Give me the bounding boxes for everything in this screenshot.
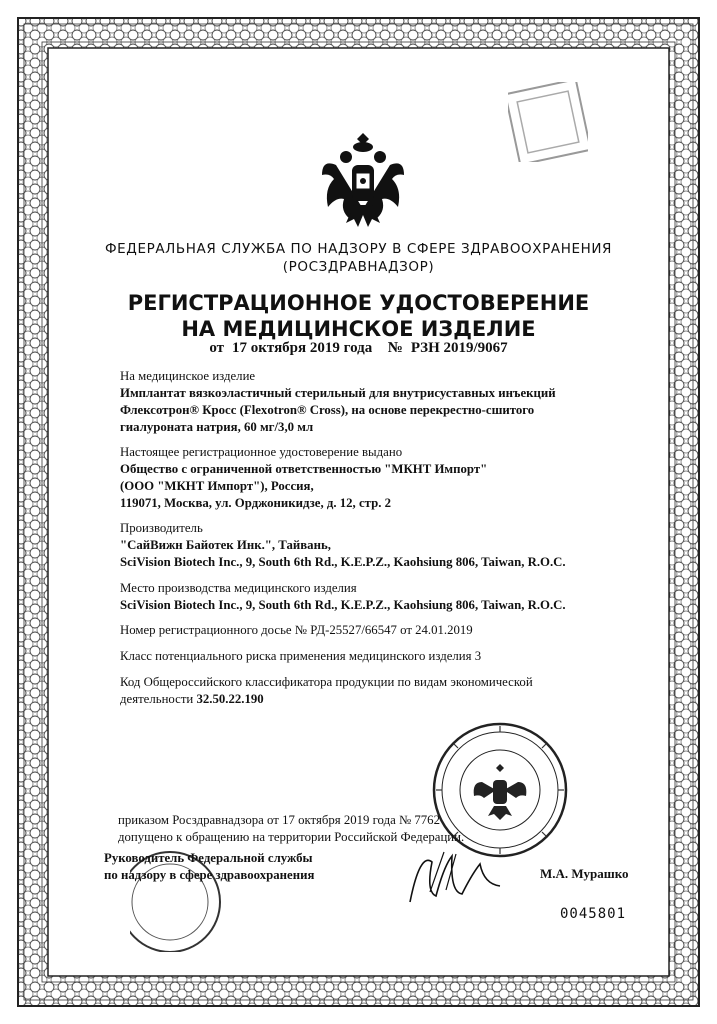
- dossier-section: [120, 622, 620, 639]
- okp-line-1: Код Общероссийского классификатора продукции по видам экономической: [120, 675, 533, 689]
- coat-of-arms-emblem: [318, 125, 408, 235]
- manufacturer-line-2: SciVision Biotech Inc., 9, South 6th Rd., K.E.P.Z., Kaohsiung 806, Taiwan, R.O.C.: [120, 555, 566, 569]
- signatory-title-1: Руководитель Федеральной службы: [104, 851, 313, 865]
- serial-number: 0045801: [560, 906, 627, 922]
- corner-stamp: [508, 82, 588, 162]
- date-number-line: [60, 340, 657, 357]
- manufacturer-section: [120, 520, 620, 571]
- dossier-number: Номер регистрационного досье № РД-25527/66547 от 24.01.2019: [120, 623, 473, 637]
- device-name-line-3: гиалуроната натрия, 60 мг/3,0 мл: [120, 420, 314, 434]
- okp-label: деятельности: [120, 692, 194, 706]
- production-site-label: Место производства медицинского изделия: [120, 581, 357, 595]
- order-line-2: допущено к обращению на территории Российской Федерации.: [118, 830, 465, 844]
- manufacturer-line-1: "СайВижн Байотек Инк.", Тайвань,: [120, 538, 331, 552]
- registration-number: РЗН 2019/9067: [410, 340, 508, 356]
- holder-line-1: Общество с ограниченной ответственностью "МКНТ Импорт": [120, 462, 488, 476]
- signatory-title-2: по надзору в сфере здравоохранения: [104, 868, 315, 882]
- document-title: [60, 290, 657, 342]
- agency-short-name: (РОСЗДРАВНАДЗОР): [282, 259, 435, 275]
- issue-date: 17 октября 2019 года: [232, 340, 373, 356]
- okp-code: 32.50.22.190: [196, 692, 264, 706]
- device-name-line-2: Флексотрон® Кросс (Flexotron® Cross), на основе перекрестно-сшитого: [120, 403, 535, 417]
- holder-line-2: (ООО "МКНТ Импорт"), Россия,: [120, 479, 314, 493]
- device-section: [120, 368, 620, 436]
- signature: [400, 842, 510, 912]
- risk-class: Класс потенциального риска применения медицинского изделия 3: [120, 649, 482, 663]
- risk-class-section: [120, 648, 620, 665]
- order-line-1: приказом Росздравнадзора от 17 октября 2019 года № 7762: [118, 813, 440, 827]
- agency-header: [60, 240, 657, 276]
- title-line-1: РЕГИСТРАЦИОННОЕ УДОСТОВЕРЕНИЕ: [127, 291, 590, 315]
- holder-line-3: 119071, Москва, ул. Орджоникидзе, д. 12, стр. 2: [120, 496, 391, 510]
- okp-section: [120, 674, 620, 708]
- holder-section: [120, 444, 620, 512]
- production-site-section: [120, 580, 620, 614]
- signer-name: М.А. Мурашко: [540, 866, 629, 881]
- device-label: На медицинское изделие: [120, 369, 256, 383]
- manufacturer-label: Производитель: [120, 521, 203, 535]
- agency-name: ФЕДЕРАЛЬНАЯ СЛУЖБА ПО НАДЗОРУ В СФЕРЕ ЗДРАВООХРАНЕНИЯ: [104, 241, 613, 257]
- date-prefix: от: [209, 340, 224, 356]
- title-line-2: НА МЕДИЦИНСКОЕ ИЗДЕЛИЕ: [181, 317, 536, 341]
- device-name-line-1: Имплантат вязкоэластичный стерильный для внутрисуставных инъекций: [120, 386, 556, 400]
- number-label: №: [387, 340, 403, 356]
- holder-label: Настоящее регистрационное удостоверение выдано: [120, 445, 403, 459]
- order-section: [118, 812, 618, 846]
- signatory-section: [104, 850, 604, 884]
- production-site-line-1: SciVision Biotech Inc., 9, South 6th Rd., K.E.P.Z., Kaohsiung 806, Taiwan, R.O.C.: [120, 598, 566, 612]
